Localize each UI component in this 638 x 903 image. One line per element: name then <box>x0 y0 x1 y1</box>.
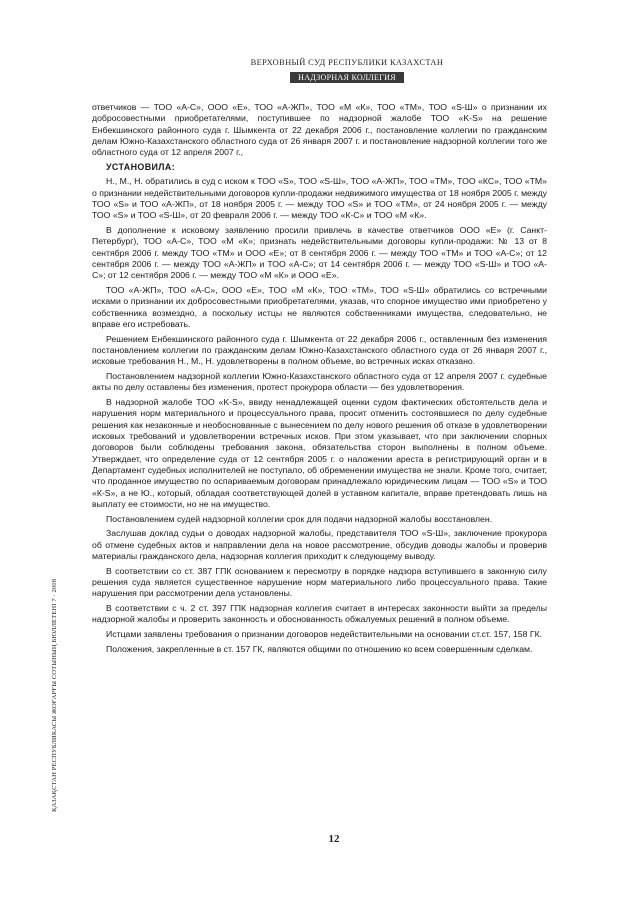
paragraph: Постановлением надзорной коллегии Южно-Казахстанского областного суда от 12 апреля 2007 г. судебные акты по делу оставлены без изменения, протест прокурора области — без удовлетворения. <box>92 371 547 393</box>
board-label: НАДЗОРНАЯ КОЛЛЕГИЯ <box>290 72 404 83</box>
side-bulletin-text: ҚАЗАҚСТАН РЕСПУБЛИКАСЫ ЖОҒАРҒЫ СОТЫНЫҢ БЮЛЛЕТЕНІ 7 · 2008 <box>51 578 58 812</box>
paragraph: Решением Енбекшинского районного суда г. Шымкента от 22 декабря 2006 г., оставленным без изменения постановлением коллегии по гражданским делам Южно-Казахстанского областного суда от 26 января 2007 г., исковые требования Н., М., Н. удовлетворены в полном объеме, во встречных исках отказано. <box>92 333 547 367</box>
paragraph: В надзорной жалобе ТОО «K-S», ввиду ненадлежащей оценки судом фактических обстоятельств дела и нарушения норм материального и процессуального права, просит отменить состоявшиеся по делу судебные решения как незаконные и необоснованные с вынесением по делу нового решения об отказе в удовлетворении исковых требований и удовлетворении встречных исков. При этом указывает, что при заключении спорных договоров были соблюдены требования закона, обязательства сторон выполнены в полном объеме. Утверждает, что определение суда от 12 сентября 2005 г. о наложении ареста в регистрирующий орган и в Департамент судебных исполнителей не поступало, об обременении имущества не знали. Кроме того, считает, что проданное имущество по оспариваемым договорам принадлежало юридическим лицам — ТОО «S» и ТОО «К-S», а не Ю., который, обладая соответствующей долей в уставном капитале, вправе претендовать лишь на выплату ее стоимости, но не на имущество. <box>92 397 547 510</box>
paragraph: Положения, закрепленные в ст. 157 ГК, являются общими по отношению ко всем совершенным сделкам. <box>106 643 533 654</box>
document-body <box>92 102 547 658</box>
paragraph: В соответствии с ч. 2 ст. 397 ГПК надзорная коллегия считает в интересах законности выйти за пределы надзорной жалобы и проверить законность и обоснованность обжалуемых решений в полном объеме. <box>92 603 547 625</box>
paragraph: Заслушав доклад судьи о доводах надзорной жалобы, представителя ТОО «S-Ш», заключение прокурора об отмене судебных актов и направлении дела на новое рассмотрение, обсудив доводы жалобы и проверив материалы гражданского дела, надзорная коллегия приходит к следующему выводу. <box>92 528 547 562</box>
paragraph: В соответствии со ст. 387 ГПК основанием к пересмотру в порядке надзора вступившего в законную силу решения суда является существенное нарушение норм материального либо процессуального права. Такие нарушения при рассмотрении дела установлены. <box>92 565 547 599</box>
paragraph: В дополнение к исковому заявлению просили привлечь в качестве ответчиков ООО «Е» (г. Санкт-Петербург), ТОО «А-С», ТОО «М «К»; признать недействительными договоры купли-продажи: № 13 от 8 сентября 2006 г. между ТОО «ТМ» и ООО «Е»; от 8 сентября 2006 г. — между ТОО «ТМ» и ТОО «А-С»; от 12 сентября 2006 г. — между ТОО «А-ЖП» и ТОО «А-С»; от 14 сентября 2006 г. — между ТОО «S-Ш» и ТОО «А-С»; от 12 сентября 2006 г. — между ТОО «М «К» и ООО «Е». <box>92 225 547 281</box>
paragraph: Н., М., Н. обратились в суд с иском к ТОО «S», ТОО «S-Ш», ТОО «А-ЖП», ТОО «ТМ», ТОО «КС», ТОО «ТМ» о признании недействительными договоров купли-продажи недвижимого имущества от 18 ноября 2005 г. между ТОО «S» и ТОО «А-ЖП», от 18 ноября 2005 г. — между ТОО «S» и ТОО «ТМ», от 24 ноября 2005 г. — между ТОО «S» и ТОО «S-Ш», от 20 февраля 2006 г. — между ТОО «К-С» и ТОО «М «К». <box>92 176 547 221</box>
paragraph: ответчиков — ТОО «А-С», ООО «Е», ТОО «А-ЖП», ТОО «М «К», ТОО «ТМ», ТОО «S-Ш» о признании их добросовестными приобретателями, поступившее по надзорной жалобе ТОО «K-S» на решение Енбекшинского районного суда г. Шымкента от 22 декабря 2006 г., постановление коллегии по гражданским делам Южно-Казахстанского областного суда от 26 января 2007 г. и постановление надзорной коллегии того же областного суда от 12 апреля 2007 г., <box>92 102 547 158</box>
page-header <box>0 58 638 85</box>
court-name: ВЕРХОВНЫЙ СУД РЕСПУБЛИКИ КАЗАХСТАН <box>250 58 444 67</box>
paragraph: Постановлением судей надзорной коллегии срок для подачи надзорной жалобы восстановлен. <box>106 513 493 524</box>
section-heading: УСТАНОВИЛА: <box>106 162 176 173</box>
page-number: 12 <box>328 833 340 845</box>
paragraph: ТОО «А-ЖП», ТОО «А-С», ООО «Е», ТОО «М «К», ТОО «ТМ», ТОО «S-Ш» обратились со встречными исками о признании их добросовестными приобретателями, указав, что спорное имущество ими приобретено у собственника возмездно, а поскольку истцы не являются собственниками имущества, следовательно, не вправе его истребовать. <box>92 285 547 330</box>
paragraph: Истцами заявлены требования о признании договоров недействительными на основании ст.ст. 157, 158 ГК. <box>106 629 543 640</box>
